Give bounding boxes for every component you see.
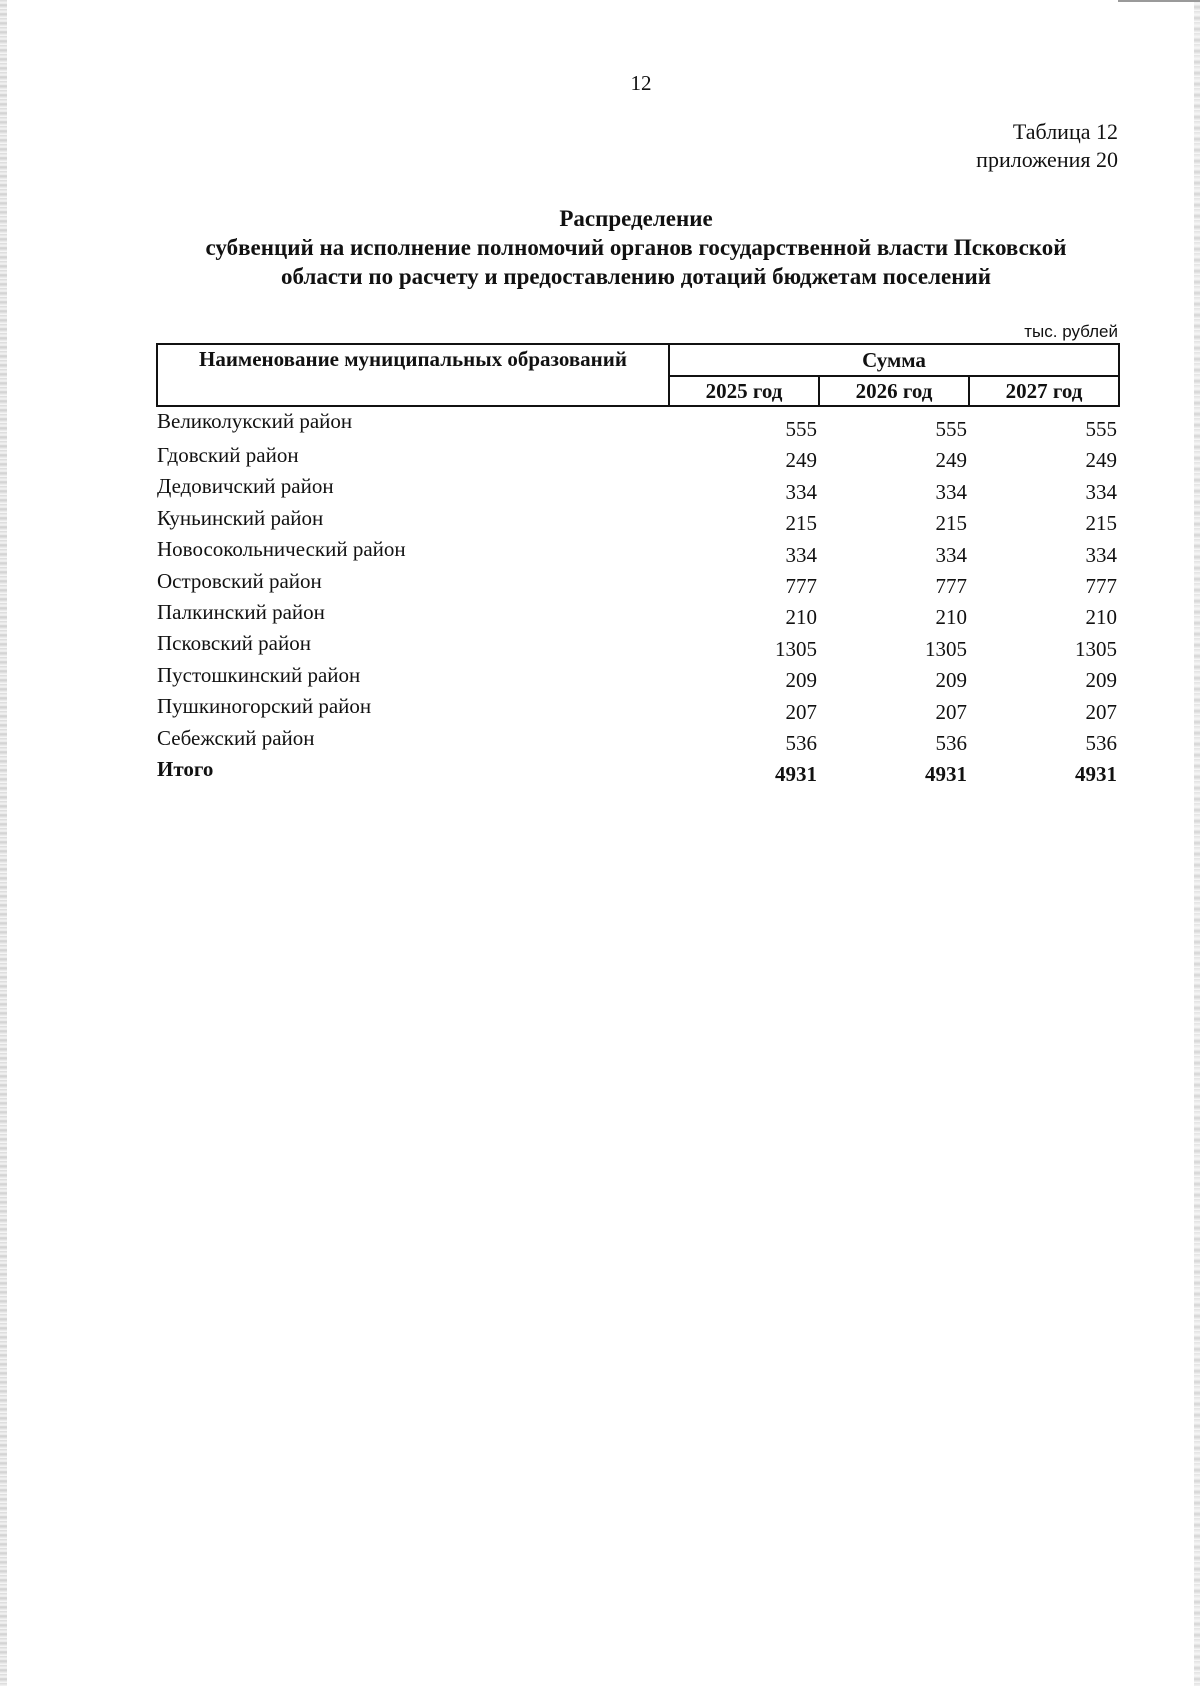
total-row: [157, 755, 1119, 786]
row-value-2027: 207: [1085, 699, 1118, 724]
row-value-2026: 1305: [925, 636, 967, 661]
row-name: Великолукский район: [157, 409, 353, 433]
row-value-2025: 536: [785, 730, 817, 755]
row-value-2026: 555: [935, 417, 967, 441]
row-value-2025: 334: [785, 542, 817, 567]
table-reference-line1: Таблица 12: [1012, 119, 1118, 144]
row-name: Куньинский район: [157, 505, 324, 530]
row-value-2025: 555: [785, 417, 817, 441]
row-name: Себежский район: [157, 725, 315, 750]
row-value-2027: 334: [1085, 479, 1118, 504]
scan-edge-top: [1118, 0, 1200, 2]
row-value-2027: 215: [1085, 511, 1118, 536]
row-value-2025: 334: [785, 479, 817, 504]
row-value-2026: 209: [935, 668, 967, 693]
scan-edge-right: [1194, 0, 1200, 1686]
row-name: Пушкиногорский район: [157, 694, 372, 719]
header-year-2025: 2025 год: [669, 376, 819, 406]
title-line2: субвенций на исполнение полномочий органов государственной власти Псковской: [205, 235, 1067, 260]
row-value-2025: 209: [785, 668, 817, 693]
title-line1: Распределение: [559, 206, 713, 231]
title-line3: области по расчету и предоставлению дотаций бюджетам поселений: [281, 264, 991, 289]
header-municipality: Наименование муниципальных образований: [157, 344, 669, 406]
row-value-2027: 536: [1085, 730, 1118, 755]
row-value-2025: 207: [785, 699, 817, 724]
table-row: [157, 441, 1119, 472]
table-row: [157, 598, 1119, 629]
row-value-2025: 215: [785, 511, 817, 536]
table-reference: [976, 118, 1118, 174]
document-title: [156, 204, 1116, 291]
table-row: [157, 472, 1119, 503]
row-name: Палкинский район: [157, 599, 325, 624]
units-label: тыс. рублей: [1024, 322, 1118, 341]
row-value-2025: 777: [785, 573, 817, 598]
row-value-2025: 249: [785, 448, 817, 473]
row-value-2027: 209: [1085, 668, 1118, 693]
row-name: Пустошкинский район: [157, 662, 361, 687]
table-row: [157, 692, 1119, 723]
subvention-table: [156, 343, 1120, 786]
row-value-2025: 1305: [775, 636, 817, 661]
table-row: [157, 406, 1119, 441]
row-name: Новосокольнический район: [157, 537, 406, 562]
row-value-2026: 249: [935, 448, 967, 473]
row-value-2027: 1305: [1075, 636, 1118, 661]
row-value-2027: 555: [1085, 417, 1118, 441]
table-row: [157, 567, 1119, 598]
total-label: Итого: [157, 756, 214, 781]
total-value-2025: 4931: [775, 762, 817, 787]
row-value-2026: 777: [935, 573, 967, 598]
table-row: [157, 504, 1119, 535]
page-number: 12: [630, 71, 652, 95]
row-value-2027: 777: [1085, 573, 1118, 598]
table-reference-line2: приложения 20: [976, 147, 1118, 172]
table-row: [157, 661, 1119, 692]
table-row: [157, 629, 1119, 660]
row-value-2026: 215: [935, 511, 967, 536]
row-value-2027: 249: [1085, 448, 1118, 473]
header-year-2027: 2027 год: [969, 376, 1119, 406]
row-value-2026: 334: [935, 479, 967, 504]
row-value-2025: 210: [785, 605, 817, 630]
row-name: Дедовичский район: [157, 474, 334, 499]
total-value-2026: 4931: [925, 762, 967, 787]
table-row: [157, 535, 1119, 566]
row-name: Островский район: [157, 568, 322, 593]
row-value-2026: 334: [935, 542, 967, 567]
header-sum: Сумма: [669, 344, 1119, 376]
row-value-2027: 210: [1085, 605, 1118, 630]
scan-edge-left: [0, 0, 7, 1686]
row-value-2026: 207: [935, 699, 967, 724]
header-year-2026: 2026 год: [819, 376, 969, 406]
row-name: Гдовский район: [157, 443, 299, 467]
row-value-2026: 210: [935, 605, 967, 630]
total-value-2027: 4931: [1075, 762, 1118, 787]
row-value-2027: 334: [1085, 542, 1118, 567]
table-row: [157, 724, 1119, 755]
row-name: Псковский район: [157, 631, 311, 656]
row-value-2026: 536: [935, 730, 967, 755]
